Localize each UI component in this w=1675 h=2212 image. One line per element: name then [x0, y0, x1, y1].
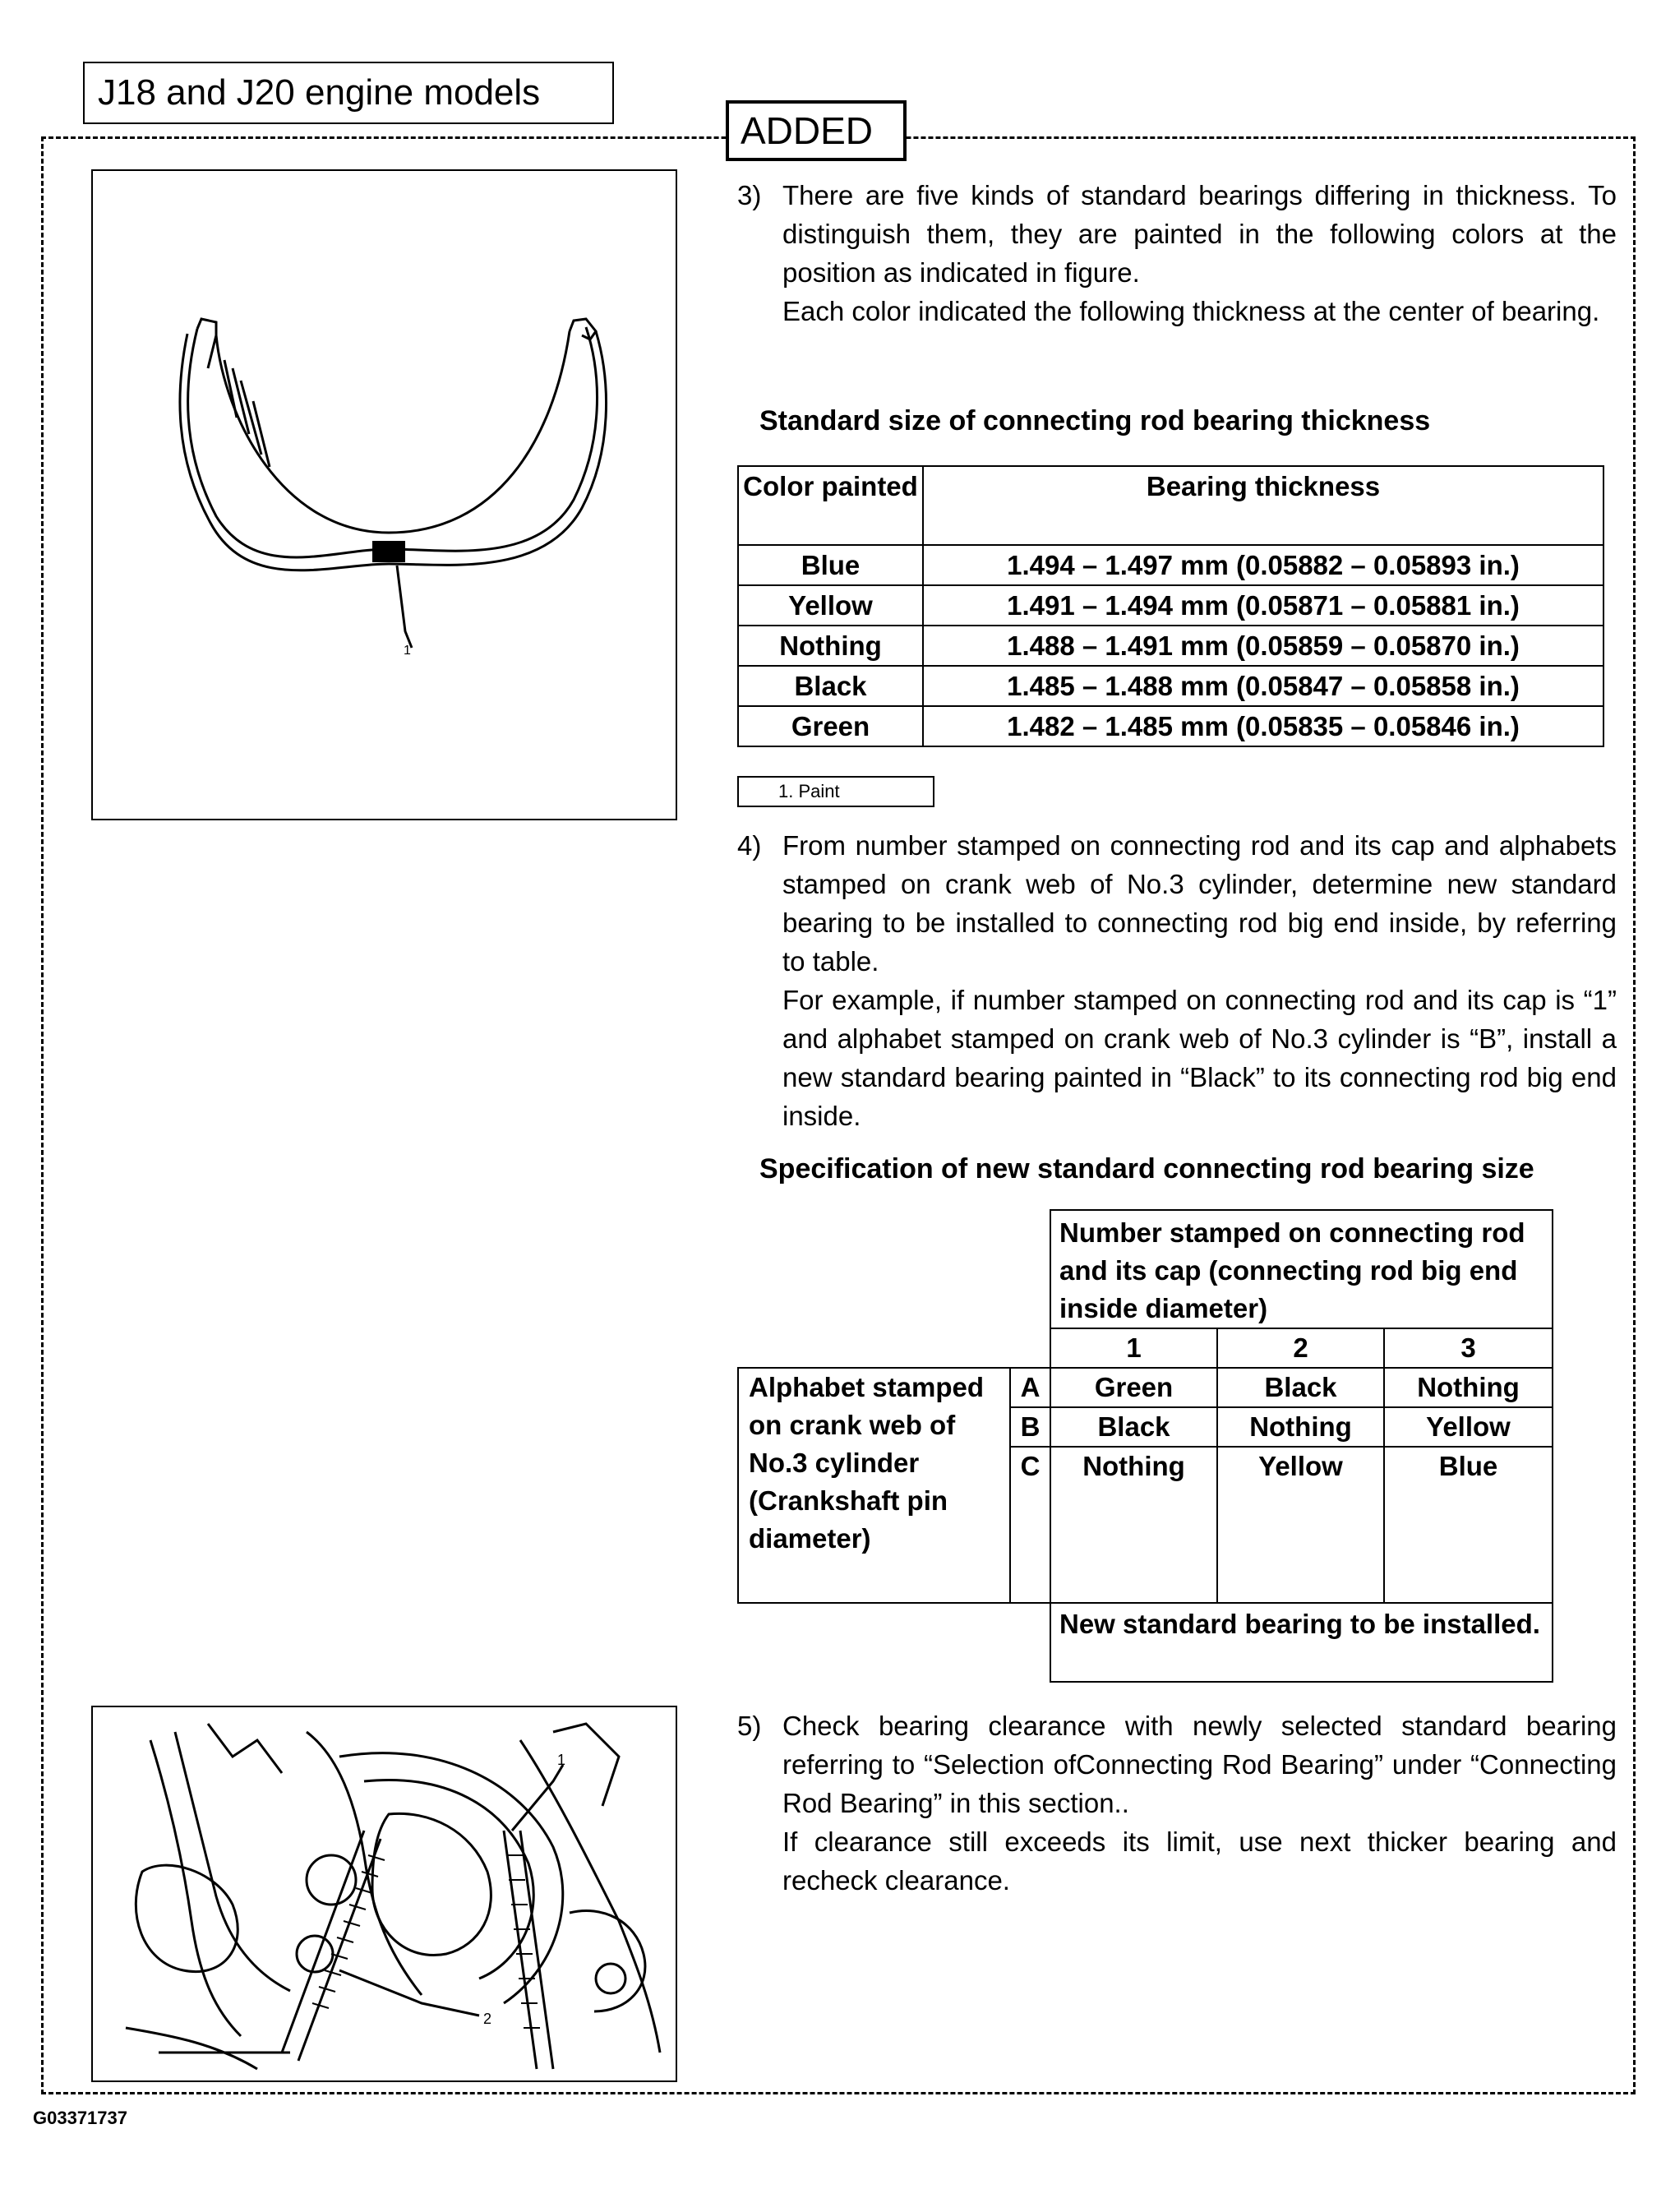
cell-a-1: Green [1050, 1367, 1218, 1408]
cell-c-3: Blue [1383, 1446, 1553, 1604]
table-row [738, 706, 1603, 746]
figure-legend: 1. Paint [737, 776, 934, 807]
table-row [738, 666, 1603, 706]
cell-b-2: Nothing [1216, 1406, 1385, 1448]
thickness-cell: 1.485 – 1.488 mm (0.05847 – 0.05858 in.) [923, 666, 1603, 706]
cell-c-2: Yellow [1216, 1446, 1385, 1604]
col-header-3: 3 [1383, 1328, 1553, 1369]
table-row [738, 626, 1603, 666]
clearance-check-figure [91, 1706, 677, 2082]
step-3-number: 3) [737, 180, 762, 210]
bearing-thickness-header: Bearing thickness [923, 466, 1603, 545]
color-cell: Nothing [738, 626, 923, 666]
color-cell: Black [738, 666, 923, 706]
paint-mark [372, 541, 405, 562]
bearing-illustration [93, 171, 679, 822]
thickness-cell: 1.482 – 1.485 mm (0.05835 – 0.05846 in.) [923, 706, 1603, 746]
row-letter-b: B [1009, 1406, 1051, 1448]
color-painted-header: Color painted [738, 466, 923, 545]
crankshaft-illustration [93, 1707, 679, 2084]
number-stamped-header: Number stamped on connecting rod and its cap (connecting rod big end inside diameter) [1050, 1209, 1553, 1329]
cell-c-1: Nothing [1050, 1446, 1218, 1604]
color-cell: Blue [738, 545, 923, 585]
table-1-title: Standard size of connecting rod bearing thickness [759, 405, 1431, 436]
step-5-number: 5) [737, 1711, 762, 1741]
table-row [738, 585, 1603, 626]
document-id: G03371737 [33, 2108, 127, 2128]
bearing-thickness-table [737, 465, 1604, 747]
step-4-text-1: From number stamped on connecting rod and its cap and alphabets stamped on crank web of No.3 cylinder, determine new standard bearing to be installed to connecting rod big end inside, by referring to table. [782, 830, 1617, 977]
cell-a-2: Black [1216, 1367, 1385, 1408]
step-3-text-1: There are five kinds of standard bearings differing in thickness. To distinguish them, they are painted in the following colors at the position as indicated in figure. [782, 180, 1617, 288]
table-2-footer: New standard bearing to be installed. [1050, 1602, 1553, 1683]
table-row [738, 545, 1603, 585]
step-3 [737, 176, 1617, 330]
color-cell: Yellow [738, 585, 923, 626]
callout-2: 2 [483, 2011, 492, 2027]
callout-1: 1 [557, 1752, 566, 1768]
thickness-cell: 1.494 – 1.497 mm (0.05882 – 0.05893 in.) [923, 545, 1603, 585]
alphabet-stamped-header: Alphabet stamped on crank web of No.3 cylinder (Crankshaft pin diameter) [737, 1367, 1011, 1604]
row-letter-c: C [1009, 1446, 1051, 1604]
thickness-cell: 1.491 – 1.494 mm (0.05871 – 0.05881 in.) [923, 585, 1603, 626]
step-5 [737, 1706, 1617, 1900]
callout-1: 1 [404, 644, 411, 658]
step-3-text-2: Each color indicated the following thickness at the center of bearing. [782, 296, 1600, 326]
step-5-text-2: If clearance still exceeds its limit, use next thicker bearing and recheck clearance. [782, 1826, 1617, 1896]
step-5-text-1: Check bearing clearance with newly selected standard bearing referring to “Selection ofConnecting Rod Bearing” under “Connecting Rod Bearing” in this section.. [782, 1711, 1617, 1818]
table-2-title: Specification of new standard connecting rod bearing size [759, 1153, 1534, 1185]
row-letter-a: A [1009, 1367, 1051, 1408]
thickness-cell: 1.488 – 1.491 mm (0.05859 – 0.05870 in.) [923, 626, 1603, 666]
cell-a-3: Nothing [1383, 1367, 1553, 1408]
step-4-number: 4) [737, 830, 762, 861]
color-cell: Green [738, 706, 923, 746]
col-header-1: 1 [1050, 1328, 1218, 1369]
bearing-figure [91, 169, 677, 820]
step-4 [737, 826, 1617, 1135]
engine-model-label: J18 and J20 engine models [83, 62, 614, 124]
cell-b-1: Black [1050, 1406, 1218, 1448]
step-4-text-2: For example, if number stamped on connecting rod and its cap is “1” and alphabet stamped on crank web of No.3 cylinder is “B”, install a new standard bearing painted in “Black” to its connecting rod big end inside. [782, 985, 1617, 1131]
added-badge: ADDED [726, 100, 907, 161]
col-header-2: 2 [1216, 1328, 1385, 1369]
cell-b-3: Yellow [1383, 1406, 1553, 1448]
